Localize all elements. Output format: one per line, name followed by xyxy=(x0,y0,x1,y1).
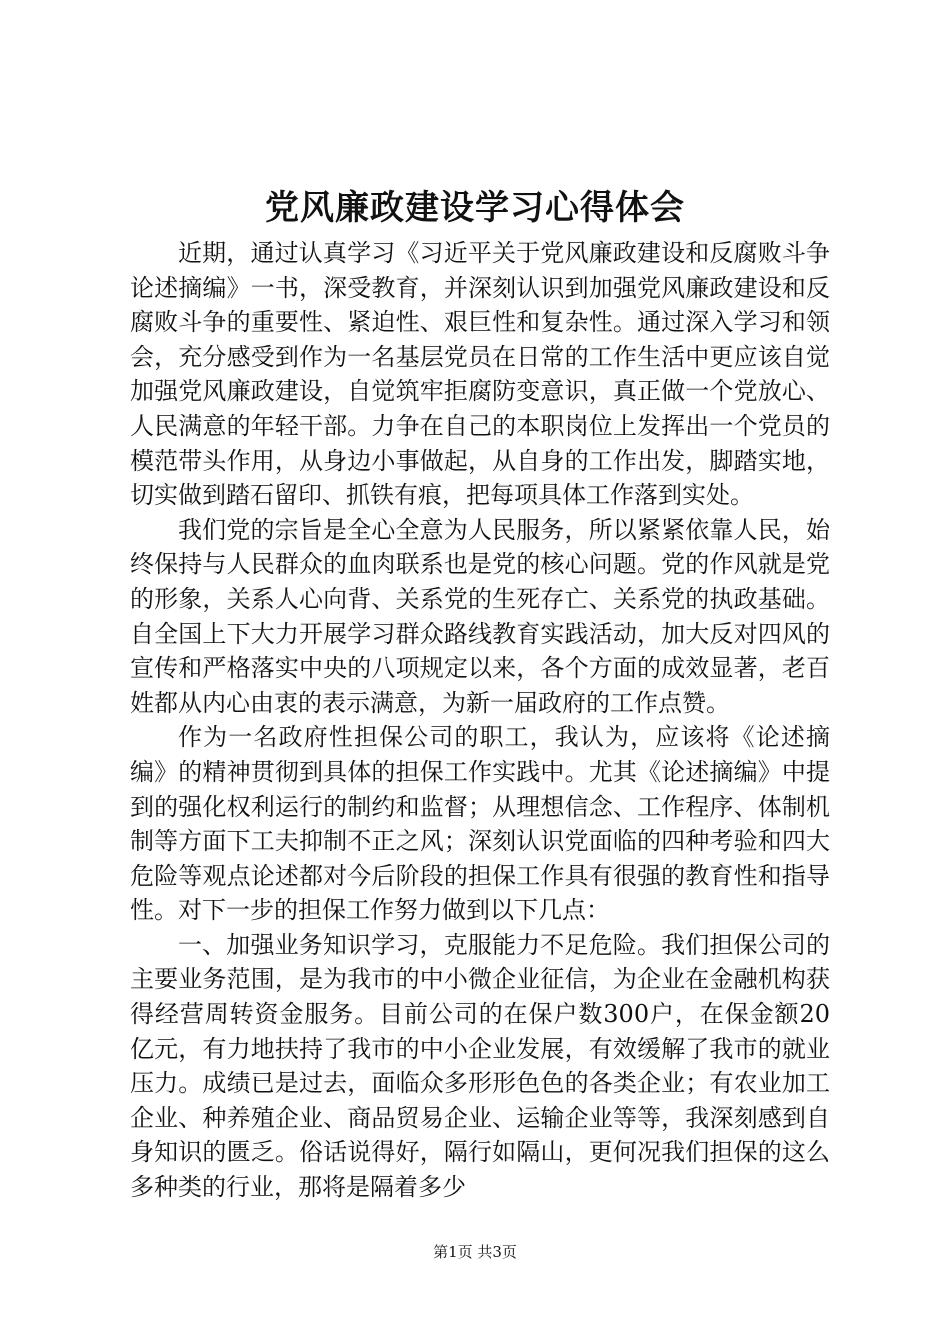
document-title: 党风廉政建设学习心得体会 xyxy=(265,188,685,228)
page-footer: 第1页 共3页 xyxy=(433,1243,517,1261)
paragraph: 我们党的宗旨是全心全意为人民服务，所以紧紧依靠人民，始终保持与人民群众的血肉联系也是党的核心问题。党的作风就是党的形象，关系人心向背、关系党的生死存亡、关系党的执政基础。自全国上下大力开展学习群众路线教育实践活动，加大反对四风的宣传和严格落实中央的八项规定以来，各个方面的成效显著，老百姓都从内心由衷的表示满意，为新一届政府的工作点赞。 xyxy=(130,515,830,717)
paragraph: 作为一名政府性担保公司的职工，我认为，应该将《论述摘编》的精神贯彻到具体的担保工作实践中。尤其《论述摘编》中提到的强化权利运行的制约和监督；从理想信念、工作程序、体制机制等方面下工夫抑制不正之风；深刻认识党面临的四种考验和四大危险等观点论述都对今后阶段的担保工作具有很强的教育性和指导性。对下一步的担保工作努力做到以下几点： xyxy=(130,723,830,925)
paragraph: 一、加强业务知识学习，克服能力不足危险。我们担保公司的主要业务范围，是为我市的中小微企业征信，为企业在金融机构获得经营周转资金服务。目前公司的在保户数300户，在保金额20亿元，有力地扶持了我市的中小企业发展，有效缓解了我市的就业压力。成绩已是过去，面临众多形形色色的各类企业；有农业加工企业、种养殖企业、商品贸易企业、运输企业等等，我深刻感到自身知识的匮乏。俗话说得好，隔行如隔山，更何况我们担保的这么多种类的行业，那将是隔着多少 xyxy=(130,930,830,1202)
paragraph: 近期，通过认真学习《习近平关于党风廉政建设和反腐败斗争论述摘编》一书，深受教育，并深刻认识到加强党风廉政建设和反腐败斗争的重要性、紧迫性、艰巨性和复杂性。通过深入学习和领会，充分感受到作为一名基层党员在日常的工作生活中更应该自觉加强党风廉政建设，自觉筑牢拒腐防变意识，真正做一个党放心、人民满意的年轻干部。力争在自己的本职岗位上发挥出一个党员的模范带头作用，从身边小事做起，从自身的工作出发，脚踏实地，切实做到踏石留印、抓铁有痕，把每项具体工作落到实处。 xyxy=(130,239,830,510)
document-body xyxy=(130,236,830,1205)
